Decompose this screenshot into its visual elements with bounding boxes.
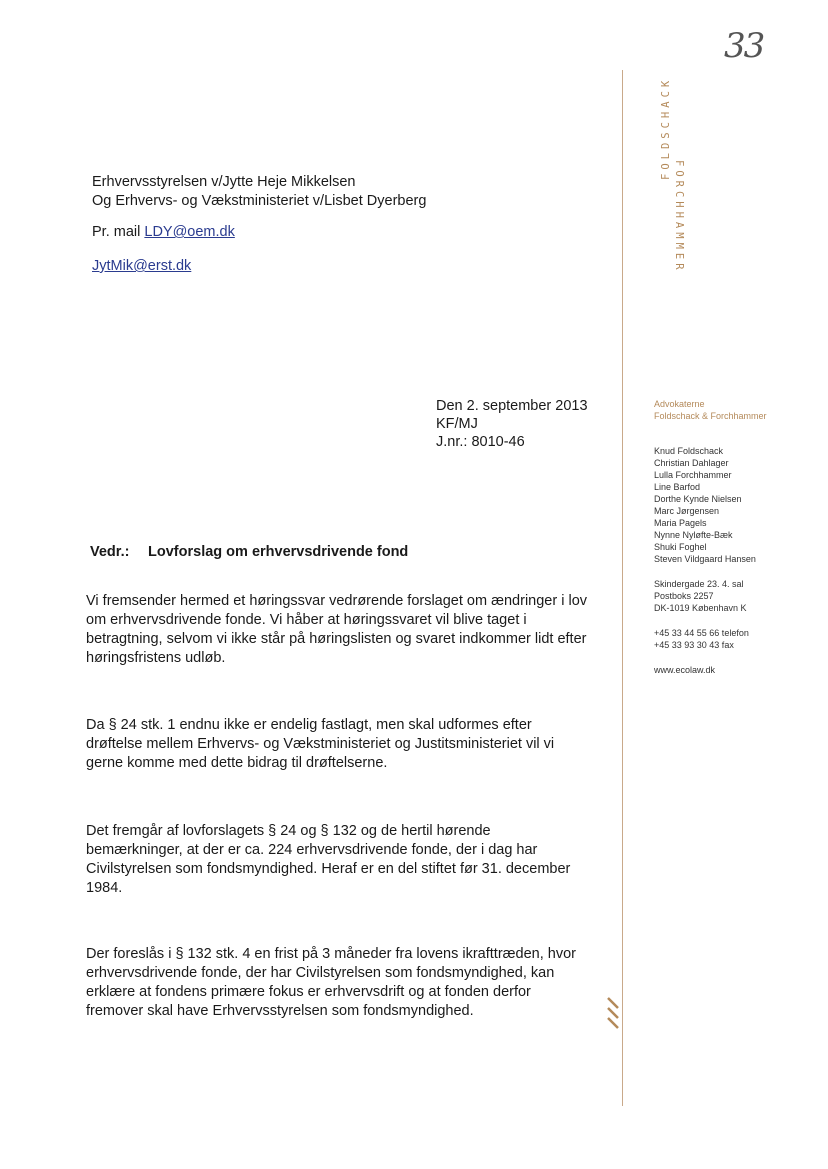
mail-prefix: Pr. mail (92, 224, 141, 240)
letter-date: Den 2. september 2013 (436, 398, 588, 414)
page-number: 33 (724, 26, 764, 66)
recipient-block (92, 173, 426, 211)
partner-name: Knud Foldschack (654, 446, 724, 456)
letter-initials: KF/MJ (436, 416, 478, 432)
firm-logo-mark (604, 996, 622, 1036)
paragraph-line: Der foreslås i § 132 stk. 4 en frist på 3 måneder fra lovens ikrafttræden, hvor (86, 946, 577, 962)
paragraph-line: 1984. (86, 880, 123, 896)
email-link-ldy[interactable]: LDY@oem.dk (144, 224, 235, 240)
paragraph-line: drøftelse mellem Erhvervs- og Vækstministeriet og Justitsministeriet vil vi (86, 736, 555, 752)
firm-line-2: Foldschack & Forchhammer (654, 411, 767, 421)
subject-label: Vedr.: (90, 544, 130, 560)
mail-line (92, 224, 235, 240)
firm-line-1: Advokaterne (654, 399, 705, 409)
body-paragraph-2 (86, 716, 606, 773)
body-paragraph-3 (86, 822, 606, 898)
partner-name: Shuki Foghel (654, 542, 707, 552)
paragraph-line: Da § 24 stk. 1 endnu ikke er endelig fastlagt, men skal udformes efter (86, 717, 532, 733)
date-block (436, 397, 588, 451)
subject-line (90, 544, 408, 560)
paragraph-line: Civilstyrelsen som fondsmyndighed. Heraf er en del stiftet før 31. december (86, 861, 571, 877)
partner-name: Dorthe Kynde Nielsen (654, 494, 742, 504)
partner-name: Line Barfod (654, 482, 701, 492)
paragraph-line: høringsfristens udløb. (86, 650, 226, 666)
firm-phone (654, 627, 749, 651)
body-paragraph-1 (86, 592, 606, 668)
address-line: Postboks 2257 (654, 591, 714, 601)
partner-name: Maria Pagels (654, 518, 707, 528)
paragraph-line: gerne komme med dette bidrag til drøftelserne. (86, 755, 388, 771)
partner-name: Marc Jørgensen (654, 506, 720, 516)
journal-number: J.nr.: 8010-46 (436, 434, 525, 450)
paragraph-line: Vi fremsender hermed et høringssvar vedrørende forslaget om ændringer i lov (86, 593, 588, 609)
paragraph-line: betragtning, selvom vi ikke står på høringslisten og svaret indkommer lidt efter (86, 631, 587, 647)
email-link-jytmik[interactable]: JytMik@erst.dk (92, 258, 192, 274)
firm-title (654, 398, 767, 422)
paragraph-line: Det fremgår af lovforslagets § 24 og § 132 og de hertil hørende (86, 823, 491, 839)
address-line: DK-1019 København K (654, 603, 747, 613)
mail-line-2 (92, 258, 191, 274)
fax-line: +45 33 93 30 43 fax (654, 640, 734, 650)
sidebar-divider (622, 70, 623, 1106)
paragraph-line: fremover skal have Erhvervsstyrelsen som fondsmyndighed. (86, 1003, 474, 1019)
recipient-line-1: Erhvervsstyrelsen v/Jytte Heje Mikkelsen (92, 174, 356, 190)
partner-name: Nynne Nyløfte-Bæk (654, 530, 733, 540)
partner-name: Christian Dahlager (654, 458, 729, 468)
brand-foldschack: FOLDSCHACK (660, 76, 672, 180)
partner-list (654, 445, 756, 565)
body-paragraph-4 (86, 945, 606, 1021)
recipient-line-2: Og Erhvervs- og Vækstministeriet v/Lisbet Dyerberg (92, 193, 427, 209)
firm-website: www.ecolaw.dk (654, 665, 716, 675)
address-line: Skindergade 23. 4. sal (654, 579, 744, 589)
partner-name: Steven Vildgaard Hansen (654, 554, 756, 564)
paragraph-line: erklære at fondens primære fokus er erhvervsdrift og at fonden derfor (86, 984, 531, 1000)
paragraph-line: bemærkninger, at der er ca. 224 erhvervsdrivende fonde, der i dag har (86, 842, 538, 858)
firm-address (654, 578, 747, 614)
paragraph-line: om erhvervsdrivende fonde. Vi håber at høringssvaret vil blive taget i (86, 612, 527, 628)
subject-text: Lovforslag om erhvervsdrivende fond (148, 544, 409, 560)
phone-line: +45 33 44 55 66 telefon (654, 628, 749, 638)
brand-forchhammer: FORCHHAMMER (673, 160, 685, 274)
partner-name: Lulla Forchhammer (654, 470, 732, 480)
paragraph-line: erhvervsdrivende fonde, der har Civilstyrelsen som fondsmyndighed, kan (86, 965, 555, 981)
